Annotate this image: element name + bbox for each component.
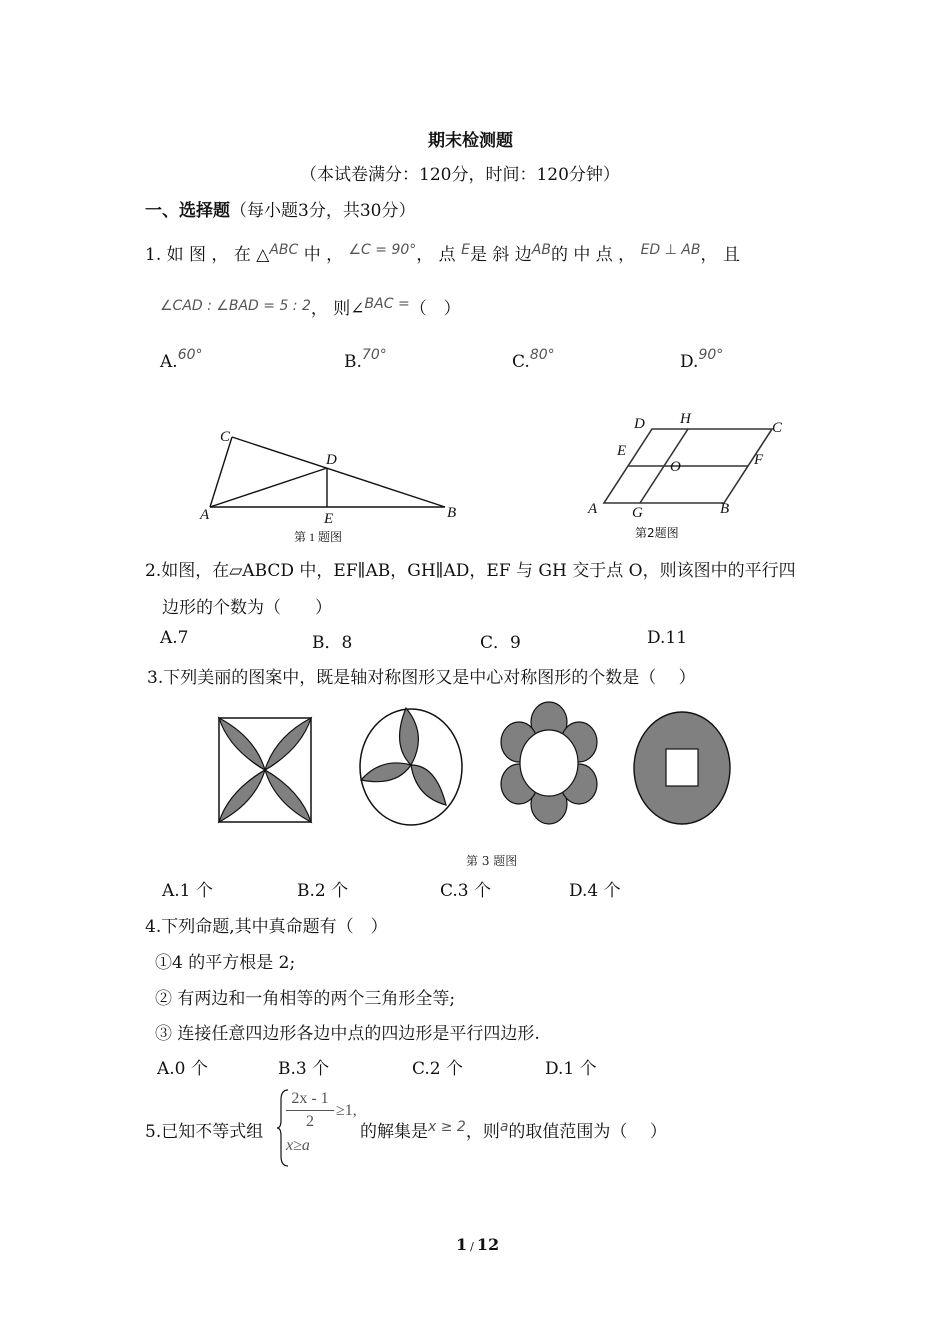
q1-text-1: 1. 如 图 ， 在 △ [145, 245, 270, 265]
q4-option-b: B.3 个 [278, 1059, 330, 1079]
q1-text-6: ， 且 [700, 245, 740, 265]
q1-line2 [160, 294, 461, 319]
q3-option-c: C.3 个 [440, 881, 492, 901]
q3-figure-circle-petals [356, 705, 466, 830]
q1-line1 [145, 240, 740, 265]
q1-text-4: 是 斜 边 [469, 245, 532, 265]
fig1-label-d: D [326, 452, 337, 468]
q5-system [286, 1090, 357, 1155]
q3-figure-coin [630, 708, 735, 828]
section-title: 一、选择题 [145, 201, 230, 221]
fig1-label-c: C [220, 429, 231, 445]
fig2-label-a: A [588, 501, 598, 517]
q4-option-d: D.1 个 [545, 1059, 597, 1079]
q1-text-2: 中 ， [303, 245, 344, 265]
fig2-label-c: C [772, 420, 783, 436]
q1-text-7: ， 则∠ [310, 299, 365, 319]
q1-figure [190, 420, 480, 550]
fig2-label-o: O [670, 459, 681, 475]
q1-option-b: B.$^{70^\circ}$ [344, 347, 387, 372]
fig1-label-e: E [324, 511, 334, 527]
q2-option-d: D.11 [647, 628, 688, 648]
fig1-seg-cb [232, 437, 445, 507]
q4-item-3: ③ 连接任意四边形各边中点的四边形是平行四边形. [155, 1024, 540, 1044]
q3-option-a: A.1 个 [162, 881, 213, 901]
q2-figure [582, 405, 802, 545]
q3-option-b: B.2 个 [297, 881, 349, 901]
q1-option-c: C.$^{80^\circ}$ [512, 347, 555, 372]
q5-ineq2: x≥a [286, 1137, 310, 1154]
q1-math-perp: ED ⊥ AB [640, 242, 701, 258]
q3-figure-flower [497, 700, 602, 830]
q2-line1: 2.如图，在▱ABCD 中，EF∥AB，GH∥AD，EF 与 GH 交于点 O，则该图中的平行四 [145, 561, 796, 581]
q5-text-mid: 的解集是 [360, 1122, 428, 1142]
q5-numerator: 2x - 1 [291, 1090, 329, 1107]
fig1-seg-ca [210, 437, 232, 507]
q5-text-then: ，则 [465, 1122, 500, 1142]
q1-math-e: E [461, 242, 470, 258]
fig2-label-f: F [754, 452, 764, 468]
q4-option-c: C.2 个 [412, 1059, 464, 1079]
page-subtitle: （本试卷满分：120分，时间：120分钟） [300, 165, 620, 185]
fig1-label-b: B [447, 505, 457, 521]
q3-figure-square-leaves [215, 715, 315, 825]
q4-item-2: ② 有两边和一角相等的两个三角形全等; [155, 989, 456, 1009]
q2-option-b: B．8 [312, 633, 353, 653]
fig2-label-b: B [720, 501, 730, 517]
page-title: 期末检测题 [428, 131, 513, 151]
fig1-caption: 第 1 题图 [294, 530, 343, 544]
q5-denominator: 2 [306, 1113, 314, 1130]
q5-math-a: a [499, 1119, 509, 1135]
q3-option-d: D.4 个 [569, 881, 621, 901]
fig2-label-h: H [680, 411, 691, 427]
page-number: 1 / 12 [456, 1235, 500, 1254]
fig2-label-d: D [634, 416, 645, 432]
q5-ineq1-tail: ≥1, [336, 1101, 357, 1119]
q1-math-bac: BAC = [364, 296, 410, 312]
fig2-label-e: E [617, 443, 627, 459]
q5-rest [360, 1117, 667, 1142]
q1-text-3: ， 点 [416, 245, 456, 265]
q1-text-5: 的 中 点 ， [550, 245, 636, 265]
q5-prefix: 5.已知不等式组 [145, 1122, 264, 1142]
q1-option-a: A.$^{60^\circ}$ [160, 347, 203, 372]
q1-math-ab: AB [531, 242, 551, 258]
q3-figure-caption: 第 3 题图 [466, 854, 518, 868]
section-note: （每小题3分，共30分） [230, 201, 416, 221]
section-heading [145, 196, 415, 221]
q1-text-8: （ ） [409, 299, 461, 319]
fig1-label-a: A [200, 507, 210, 523]
q2-line2: 边形的个数为（ ） [162, 598, 332, 618]
q5-text-suffix: 的取值范围为（ ） [508, 1122, 667, 1142]
q4-option-a: A.0 个 [157, 1059, 208, 1079]
q4-text: 4.下列命题,其中真命题有（ ） [145, 917, 388, 937]
fig1-seg-ad [210, 468, 327, 507]
fig2-caption: 第2题图 [635, 526, 679, 540]
q2-option-c: C．9 [480, 633, 521, 653]
q2-option-a: A.7 [160, 628, 189, 648]
q1-math-angle-c: ∠C = 90° [348, 242, 417, 258]
q4-item-1: ①4 的平方根是 2; [155, 953, 296, 973]
q1-math-ratio: ∠CAD : ∠BAD = 5 : 2 [160, 298, 311, 314]
q1-math-abc: ABC [269, 242, 299, 258]
q5-math-solution: x ≥ 2 [428, 1119, 466, 1135]
q3-text: 3.下列美丽的图案中，既是轴对称图形又是中心对称图形的个数是（ ） [147, 668, 696, 688]
fig2-label-g: G [632, 505, 643, 521]
q1-option-d: D.$^{90^\circ}$ [680, 347, 724, 372]
